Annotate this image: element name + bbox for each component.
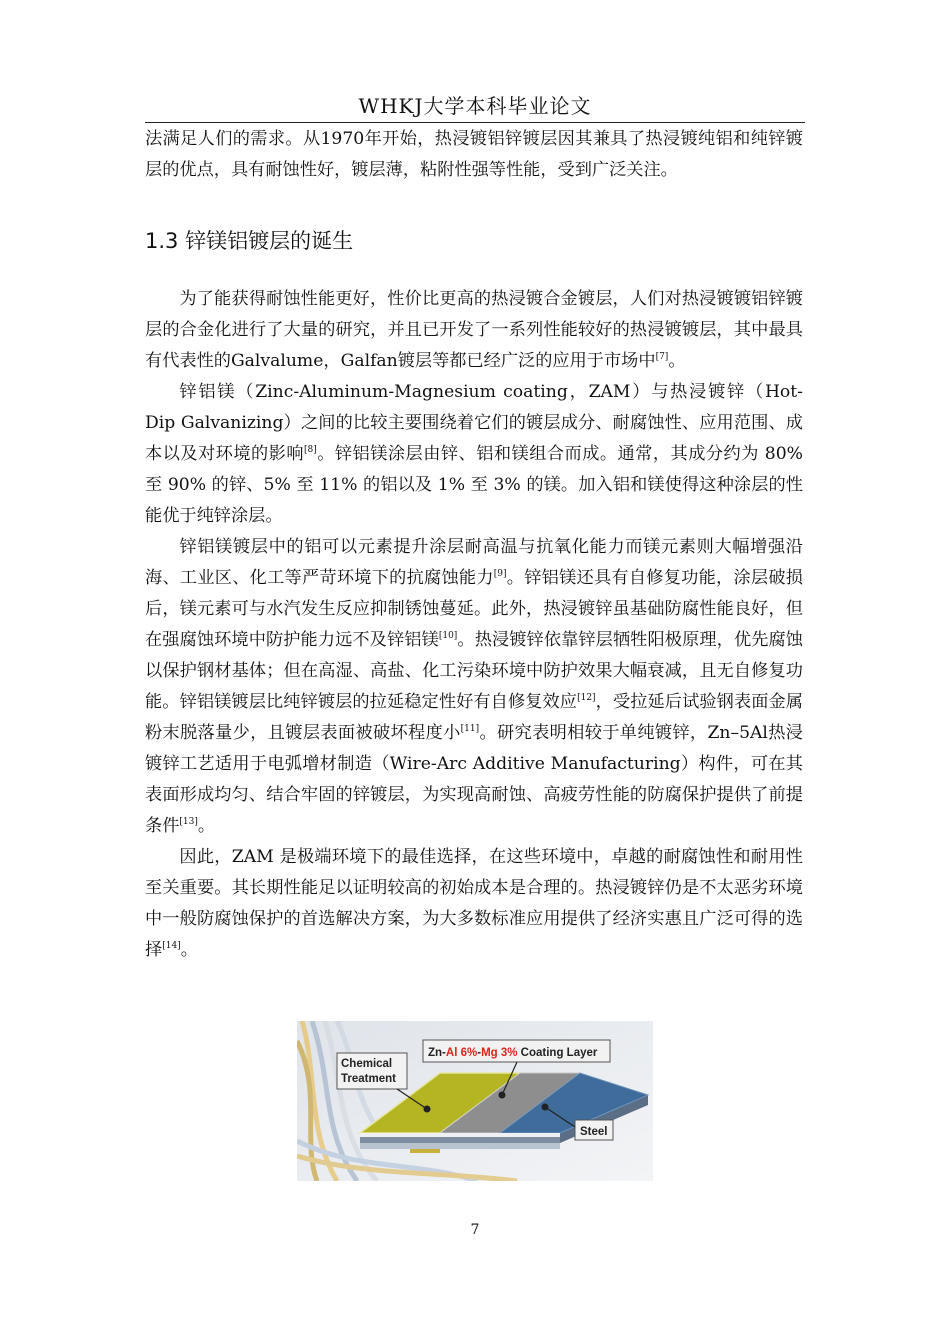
coating-label-prefix: Zn- <box>428 1047 446 1059</box>
paragraph-text: 。 <box>197 816 216 836</box>
paragraph-text: 因此，ZAM 是极端环境下的最佳选择，在这些环境中，卓越的耐腐蚀性和耐用性至关重要。其长期性能足以证明较高的初始成本是合理的。热浸镀锌仍是不太恶劣环境中一般防腐蚀保护的首选解决方案，为大多数标准应用提供了经济实惠且广泛可得的选择 <box>145 847 803 960</box>
coating-label <box>428 1047 598 1059</box>
citation: [10] <box>438 631 458 641</box>
paragraph-text: 。 <box>180 940 198 960</box>
paragraph-text: 为了能获得耐蚀性能更好，性价比更高的热浸镀合金镀层，人们对热浸镀镀铝锌镀层的合金化进行了大量的研究，并且已开发了一系列性能较好的热浸镀镀层，其中最具有代表性的Galvalume，Galfan镀层等都已经广泛的应用于市场中 <box>145 289 803 371</box>
citation: [14] <box>162 941 181 951</box>
paragraph-text: 锌铝镁（Zinc-Aluminum-Magnesium coating，ZAM）与热浸镀锌（Hot-Dip Galvanizing）之间的比较主要围绕着它们的镀层成分、耐腐蚀性、应用范围、成本以及对环境的影响 <box>145 382 803 464</box>
body-text <box>145 124 803 966</box>
slab-highlight <box>360 1133 560 1137</box>
citation: [13] <box>179 817 198 827</box>
chemical-label-line2: Treatment <box>341 1073 396 1085</box>
paragraph-text: 。热浸镀锌依靠锌层牺牲阳极原理，优先腐蚀以保护钢材基体；但在高湿、高盐、化工污染环境中防护效果大幅衰减，且无自修复功能。锌铝镁镀层比纯锌镀层的拉延稳定性好有自修复效应 <box>145 630 803 712</box>
paragraph <box>145 842 803 966</box>
slab-base-edge <box>360 1143 560 1149</box>
chemical-label-line1: Chemical <box>341 1058 393 1070</box>
paragraph <box>145 284 803 377</box>
paragraph-text: 锌铝镁镀层中的铝可以元素提升涂层耐高温与抗氧化能力而镁元素则大幅增强沿海、工业区、化工等严苛环境下的抗腐蚀能力 <box>145 537 803 588</box>
coating-leader-dot <box>499 1092 506 1099</box>
coating-label-al: Al 6% <box>445 1047 478 1059</box>
paragraph-continuation: 法满足人们的需求。从1970年开始，热浸镀铝锌镀层因其兼具了热浸镀纯铝和纯锌镀层的优点，具有耐蚀性好，镀层薄，粘附性强等性能，受到广泛关注。 <box>145 129 803 180</box>
header-rule <box>145 122 805 123</box>
paragraph-text: 。 <box>668 351 686 371</box>
section-heading: 1.3 锌镁铝镀层的诞生 <box>145 229 354 253</box>
coating-layer-figure <box>297 1021 653 1181</box>
paragraph-text: 。锌铝镁涂层由锌、铝和镁组合而成。通常，其成分约为 80% 至 90% 的锌、5% 至 11% 的铝以及 1% 至 3% 的镁。加入铝和镁使得这种涂层的性能优于纯锌涂层。 <box>145 444 803 526</box>
paragraph-text: ，受拉延后试验钢表面金属粉末脱落量少，且镀层表面被破坏程度小 <box>145 692 803 743</box>
steel-leader-dot <box>542 1104 549 1111</box>
paragraph <box>145 532 803 842</box>
citation: [11] <box>460 724 480 734</box>
citation: [12] <box>577 693 596 703</box>
coating-label-dash: - <box>477 1047 482 1059</box>
citation: [8] <box>304 445 317 455</box>
citation: [9] <box>493 569 507 579</box>
paragraph <box>145 377 803 532</box>
coating-label-mg: Mg 3% <box>481 1047 518 1059</box>
citation: [7] <box>655 352 669 362</box>
coating-label-suffix: Coating Layer <box>517 1047 598 1059</box>
running-header: WHKJ大学本科毕业论文 <box>358 94 592 118</box>
paragraph-text: 。研究表明相较于单纯镀锌，Zn–5Al热浸镀锌工艺适用于电弧增材制造（Wire-Arc Additive Manufacturing）构件，可在其表面形成均匀、结合牢固的锌镀层，为实现高耐蚀、高疲劳性能的防腐保护提供了前提条件 <box>145 723 803 836</box>
steel-label: Steel <box>580 1126 608 1138</box>
chemical-leader-dot <box>424 1106 431 1113</box>
slab-underside-accent <box>410 1149 440 1153</box>
page-number: 7 <box>470 1222 480 1238</box>
paragraph-text: 。锌铝镁还具有自修复功能，涂层破损后，镁元素可与水汽发生反应抑制锈蚀蔓延。此外，热浸镀锌虽基础防腐性能良好，但在强腐蚀环境中防护能力远不及锌铝镁 <box>145 568 803 650</box>
